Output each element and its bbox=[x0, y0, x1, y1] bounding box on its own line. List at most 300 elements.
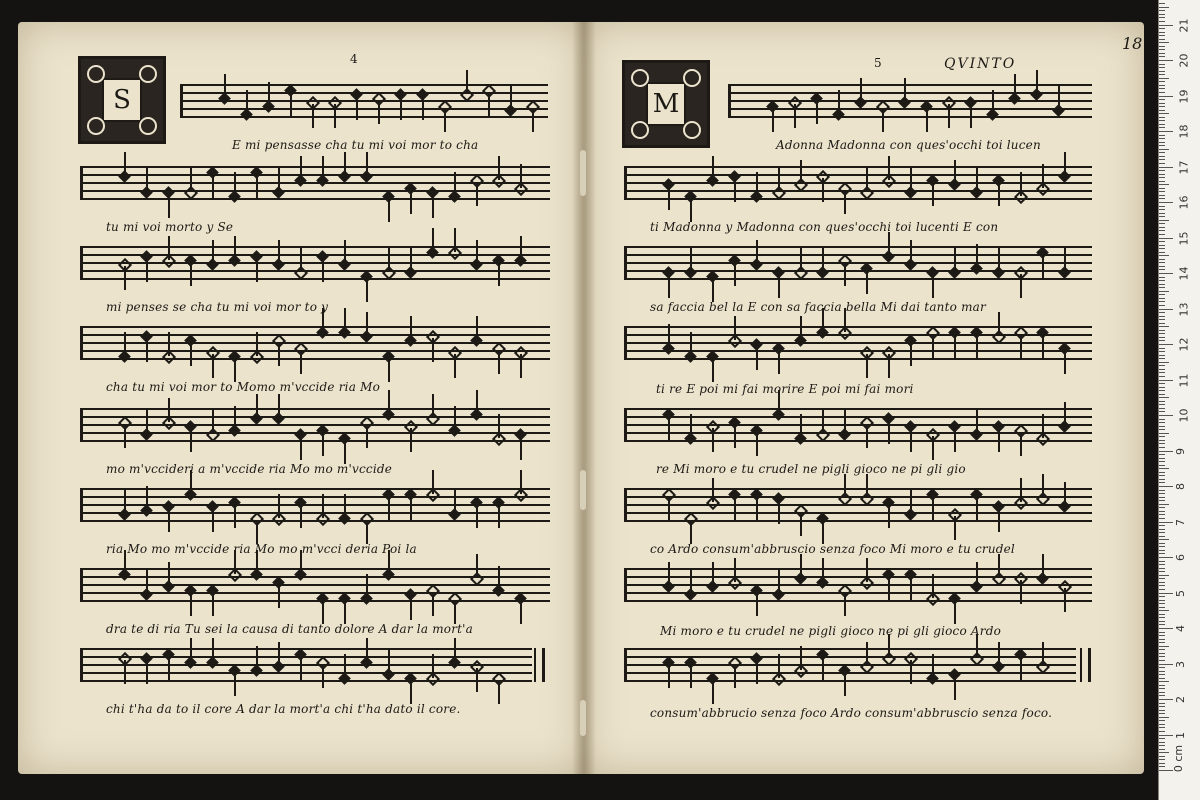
note-stem bbox=[344, 600, 346, 624]
ruler-tick bbox=[1159, 468, 1169, 469]
note-stem bbox=[1064, 152, 1066, 176]
ruler-tick bbox=[1159, 92, 1165, 93]
ruler-tick bbox=[1159, 323, 1165, 324]
ruler-tick bbox=[1159, 71, 1165, 72]
note-stem bbox=[476, 554, 478, 578]
ruler-tick bbox=[1159, 713, 1165, 714]
initial-letter: M bbox=[646, 82, 686, 126]
ruler-tick bbox=[1159, 67, 1165, 68]
note-stem bbox=[822, 410, 824, 434]
ruler-tick bbox=[1159, 142, 1165, 143]
ruler-tick bbox=[1159, 49, 1165, 50]
ruler-tick bbox=[1159, 557, 1173, 558]
note-stem bbox=[234, 406, 236, 430]
note-stem bbox=[300, 656, 302, 680]
ruler-tick bbox=[1159, 216, 1165, 217]
note-stem bbox=[712, 156, 714, 180]
note-stem bbox=[926, 108, 928, 132]
note-stem bbox=[212, 638, 214, 662]
ruler-tick bbox=[1159, 589, 1165, 590]
note-stem bbox=[488, 92, 490, 116]
ruler-tick bbox=[1159, 380, 1173, 381]
note-stem bbox=[910, 240, 912, 264]
note-stem bbox=[756, 432, 758, 456]
note-stem bbox=[466, 70, 468, 94]
note-stem bbox=[800, 646, 802, 670]
ruler-tick bbox=[1159, 763, 1165, 764]
note-stem bbox=[234, 358, 236, 382]
note-stem bbox=[476, 182, 478, 206]
note-stem bbox=[932, 496, 934, 520]
ruler-tick bbox=[1159, 568, 1165, 569]
ruler-tick bbox=[1159, 167, 1173, 168]
note-stem bbox=[712, 358, 714, 382]
note-stem bbox=[910, 660, 912, 684]
ruler-tick bbox=[1159, 717, 1169, 718]
ruler-tick bbox=[1159, 273, 1173, 274]
note-stem bbox=[520, 164, 522, 188]
ruler-tick bbox=[1159, 198, 1165, 199]
lyric-line: cha tu mi voi mor to Momo m'vccide ria Mo bbox=[106, 380, 381, 394]
note-stem bbox=[888, 504, 890, 528]
note-stem bbox=[278, 642, 280, 666]
ruler-tick bbox=[1159, 330, 1165, 331]
ruler-number: 4 bbox=[1174, 625, 1187, 632]
ruler-tick bbox=[1159, 351, 1165, 352]
note-stem bbox=[498, 414, 500, 438]
note-stem bbox=[904, 78, 906, 102]
binding-stitch bbox=[580, 470, 586, 510]
part-name-header: QVINTO bbox=[944, 56, 1017, 72]
ruler-tick bbox=[1159, 284, 1165, 285]
note-stem bbox=[146, 486, 148, 510]
ruler-tick bbox=[1159, 387, 1165, 388]
ruler-tick bbox=[1159, 642, 1165, 643]
lyric-line: co Ardo consum'abbruscio senza foco Mi moro e tu crudel bbox=[650, 542, 1015, 556]
ruler-tick bbox=[1159, 678, 1165, 679]
note-stem bbox=[344, 152, 346, 176]
note-stem bbox=[432, 228, 434, 252]
note-stem bbox=[146, 168, 148, 192]
note-stem bbox=[388, 650, 390, 674]
ruler-tick bbox=[1159, 447, 1165, 448]
ruler-tick bbox=[1159, 475, 1165, 476]
ruler-tick bbox=[1159, 262, 1165, 263]
note-stem bbox=[212, 592, 214, 616]
note-stem bbox=[800, 554, 802, 578]
ruler-tick bbox=[1159, 227, 1165, 228]
ruler-tick bbox=[1159, 60, 1173, 61]
note-stem bbox=[520, 600, 522, 624]
note-stem bbox=[190, 262, 192, 286]
note-stem bbox=[932, 436, 934, 460]
ruler-tick bbox=[1159, 181, 1165, 182]
note-stem bbox=[690, 414, 692, 438]
ruler-tick bbox=[1159, 376, 1165, 377]
note-stem bbox=[356, 96, 358, 120]
ruler-number: 3 bbox=[1174, 660, 1187, 668]
ruler-tick bbox=[1159, 390, 1165, 391]
ruler-unit-label: 0 cm bbox=[1172, 744, 1186, 773]
note-stem bbox=[498, 566, 500, 590]
ruler-tick bbox=[1159, 639, 1165, 640]
ruler-tick bbox=[1159, 74, 1165, 75]
note-stem bbox=[932, 334, 934, 358]
ruler-tick bbox=[1159, 110, 1165, 111]
note-stem bbox=[1058, 86, 1060, 110]
note-stem bbox=[822, 248, 824, 272]
ruler-tick bbox=[1159, 394, 1165, 395]
note-stem bbox=[844, 262, 846, 286]
binding-stitch bbox=[580, 150, 586, 196]
ruler-tick bbox=[1159, 88, 1165, 89]
note-stem bbox=[998, 554, 1000, 578]
final-barline bbox=[534, 648, 545, 682]
note-stem bbox=[932, 274, 934, 298]
note-stem bbox=[976, 562, 978, 586]
decorated-initial-left bbox=[78, 56, 166, 144]
note-stem bbox=[712, 278, 714, 302]
note-stem bbox=[344, 654, 346, 678]
ruler-tick bbox=[1159, 695, 1165, 696]
note-stem bbox=[290, 92, 292, 116]
ruler-tick bbox=[1159, 745, 1165, 746]
note-stem bbox=[410, 190, 412, 214]
note-stem bbox=[278, 394, 280, 418]
ruler-tick bbox=[1159, 561, 1165, 562]
binding-stitch bbox=[580, 700, 586, 736]
ruler-tick bbox=[1159, 287, 1165, 288]
note-stem bbox=[1042, 254, 1044, 278]
ruler-tick bbox=[1159, 163, 1165, 164]
note-stem bbox=[234, 236, 236, 260]
ruler-tick bbox=[1159, 188, 1165, 189]
note-stem bbox=[476, 504, 478, 528]
note-stem bbox=[190, 342, 192, 366]
note-stem bbox=[388, 358, 390, 382]
ruler-tick bbox=[1159, 191, 1165, 192]
ruler-tick bbox=[1159, 362, 1169, 363]
note-stem bbox=[712, 680, 714, 704]
note-stem bbox=[756, 592, 758, 616]
note-stem bbox=[756, 346, 758, 370]
ruler-tick bbox=[1159, 333, 1165, 334]
ruler-tick bbox=[1159, 117, 1165, 118]
ruler-tick bbox=[1159, 135, 1165, 136]
ruler-number: 6 bbox=[1174, 554, 1187, 561]
ruler-tick bbox=[1159, 546, 1165, 547]
lyric-line: ti re E poi mi fai morire E poi mi fai mori bbox=[656, 382, 914, 396]
ruler-tick bbox=[1159, 667, 1165, 668]
ruler-tick bbox=[1159, 624, 1165, 625]
note-stem bbox=[910, 342, 912, 366]
note-stem bbox=[734, 496, 736, 520]
note-stem bbox=[388, 248, 390, 272]
note-stem bbox=[168, 656, 170, 680]
note-stem bbox=[778, 500, 780, 524]
book-gutter bbox=[572, 22, 596, 774]
note-stem bbox=[1042, 414, 1044, 438]
note-stem bbox=[866, 424, 868, 448]
ruler-tick bbox=[1159, 529, 1165, 530]
ruler-number: 5 bbox=[1174, 589, 1187, 597]
ruler-tick bbox=[1159, 443, 1165, 444]
note-stem bbox=[454, 406, 456, 430]
note-stem bbox=[910, 168, 912, 192]
note-stem bbox=[668, 664, 670, 688]
note-stem bbox=[256, 646, 258, 670]
note-stem bbox=[800, 160, 802, 184]
note-stem bbox=[734, 178, 736, 202]
ruler-tick bbox=[1159, 749, 1165, 750]
note-stem bbox=[954, 516, 956, 540]
note-stem bbox=[168, 332, 170, 356]
note-stem bbox=[212, 354, 214, 378]
ruler-tick bbox=[1159, 688, 1165, 689]
ruler-tick bbox=[1159, 170, 1165, 171]
note-stem bbox=[954, 160, 956, 184]
note-stem bbox=[256, 258, 258, 282]
ruler-tick bbox=[1159, 504, 1169, 505]
note-stem bbox=[822, 558, 824, 582]
ruler-tick bbox=[1159, 298, 1165, 299]
note-stem bbox=[168, 562, 170, 586]
ruler-tick bbox=[1159, 149, 1169, 150]
note-stem bbox=[998, 312, 1000, 336]
ruler-tick bbox=[1159, 206, 1165, 207]
ruler-tick bbox=[1159, 426, 1165, 427]
ruler-tick bbox=[1159, 710, 1165, 711]
note-stem bbox=[866, 168, 868, 192]
ruler-tick bbox=[1159, 96, 1173, 97]
ruler-tick bbox=[1159, 649, 1165, 650]
note-stem bbox=[410, 248, 412, 272]
ruler-number: 19 bbox=[1177, 89, 1191, 103]
note-stem bbox=[498, 262, 500, 286]
note-stem bbox=[1020, 172, 1022, 196]
note-stem bbox=[794, 104, 796, 128]
note-stem bbox=[366, 152, 368, 176]
note-stem bbox=[1064, 588, 1066, 612]
ruler-tick bbox=[1159, 433, 1169, 434]
ruler-tick bbox=[1159, 291, 1169, 292]
note-stem bbox=[910, 490, 912, 514]
note-stem bbox=[190, 168, 192, 192]
ruler-tick bbox=[1159, 514, 1165, 515]
note-stem bbox=[1020, 274, 1022, 298]
note-stem bbox=[838, 90, 840, 114]
ruler-number: 18 bbox=[1177, 124, 1191, 139]
note-stem bbox=[300, 504, 302, 528]
note-stem bbox=[800, 316, 802, 340]
note-stem bbox=[778, 654, 780, 678]
ruler-tick bbox=[1159, 578, 1165, 579]
note-stem bbox=[454, 228, 456, 252]
ruler-tick bbox=[1159, 493, 1165, 494]
note-stem bbox=[520, 470, 522, 494]
ruler-tick bbox=[1159, 252, 1165, 253]
note-stem bbox=[690, 570, 692, 594]
ruler-tick bbox=[1159, 294, 1165, 295]
ruler-number: 7 bbox=[1174, 518, 1187, 526]
note-stem bbox=[822, 178, 824, 202]
note-stem bbox=[954, 676, 956, 700]
note-stem bbox=[454, 490, 456, 514]
note-stem bbox=[998, 508, 1000, 532]
note-stem bbox=[690, 332, 692, 356]
note-stem bbox=[1064, 482, 1066, 506]
note-stem bbox=[1042, 474, 1044, 498]
ruler-tick bbox=[1159, 127, 1165, 128]
ruler-tick bbox=[1159, 255, 1169, 256]
note-stem bbox=[668, 416, 670, 440]
note-stem bbox=[510, 86, 512, 110]
note-stem bbox=[300, 156, 302, 180]
page-number-left: 4 bbox=[350, 52, 358, 66]
ruler-tick bbox=[1159, 344, 1173, 345]
ruler-tick bbox=[1159, 269, 1165, 270]
ruler-tick bbox=[1159, 35, 1165, 36]
ruler-tick bbox=[1159, 184, 1169, 185]
ruler-tick bbox=[1159, 681, 1169, 682]
note-stem bbox=[378, 100, 380, 124]
ruler-tick bbox=[1159, 571, 1165, 572]
ruler-number: 1 bbox=[1174, 731, 1187, 739]
note-stem bbox=[800, 248, 802, 272]
note-stem bbox=[866, 642, 868, 666]
ruler-tick bbox=[1159, 365, 1165, 366]
note-stem bbox=[822, 520, 824, 544]
ruler-tick bbox=[1159, 177, 1165, 178]
note-stem bbox=[410, 428, 412, 452]
lyric-line: consum'abbrucio senza foco Ardo consum'abbruscio senza foco. bbox=[650, 706, 1053, 720]
ruler-tick bbox=[1159, 152, 1165, 153]
ruler-tick bbox=[1159, 408, 1165, 409]
note-stem bbox=[476, 316, 478, 340]
ruler-tick bbox=[1159, 259, 1165, 260]
ruler-tick bbox=[1159, 550, 1165, 551]
ruler-tick bbox=[1159, 64, 1165, 65]
note-stem bbox=[498, 156, 500, 180]
note-stem bbox=[690, 520, 692, 544]
lyric-line: Mi moro e tu crudel ne pigli gioco ne pi gli gioco Ardo bbox=[660, 624, 1002, 638]
note-stem bbox=[520, 236, 522, 260]
note-stem bbox=[146, 338, 148, 362]
note-stem bbox=[234, 172, 236, 196]
ruler-tick bbox=[1159, 32, 1165, 33]
ruler-tick bbox=[1159, 46, 1165, 47]
ruler-tick bbox=[1159, 706, 1165, 707]
note-stem bbox=[312, 104, 314, 128]
ruler-tick bbox=[1159, 759, 1165, 760]
ruler-tick bbox=[1159, 99, 1165, 100]
ruler-tick bbox=[1159, 511, 1165, 512]
note-stem bbox=[388, 390, 390, 414]
note-stem bbox=[344, 494, 346, 518]
note-stem bbox=[844, 474, 846, 498]
note-stem bbox=[712, 562, 714, 586]
note-stem bbox=[976, 334, 978, 358]
lyric-line: ti Madonna y Madonna con ques'occhi toi lucenti E con bbox=[650, 220, 999, 234]
note-stem bbox=[844, 190, 846, 214]
ruler-tick bbox=[1159, 465, 1165, 466]
note-stem bbox=[734, 558, 736, 582]
ruler-number: 21 bbox=[1177, 18, 1191, 32]
note-stem bbox=[948, 104, 950, 128]
note-stem bbox=[212, 240, 214, 264]
note-stem bbox=[388, 198, 390, 222]
ruler-tick bbox=[1159, 486, 1173, 487]
note-stem bbox=[124, 266, 126, 290]
note-stem bbox=[778, 350, 780, 374]
ruler-tick bbox=[1159, 53, 1165, 54]
lyric-line: Adonna Madonna con ques'occhi toi lucen bbox=[776, 138, 1041, 152]
lyric-line: tu mi voi morto y Se bbox=[106, 220, 234, 234]
page-number-right: 5 bbox=[874, 56, 882, 70]
ruler-tick bbox=[1159, 145, 1165, 146]
ruler-tick bbox=[1159, 614, 1165, 615]
ruler-tick bbox=[1159, 752, 1169, 753]
note-stem bbox=[366, 574, 368, 598]
lyric-line: E mi pensasse cha tu mi voi mor to cha bbox=[232, 138, 479, 152]
note-stem bbox=[800, 512, 802, 536]
note-stem bbox=[1020, 656, 1022, 680]
ruler-tick bbox=[1159, 436, 1165, 437]
note-stem bbox=[146, 410, 148, 434]
ruler-number: 8 bbox=[1174, 483, 1187, 490]
lyric-line: ria Mo mo m'vccide ria Mo mo m'vcci deria Poi la bbox=[106, 542, 417, 556]
ruler-number: 10 bbox=[1177, 408, 1191, 423]
note-stem bbox=[322, 494, 324, 518]
note-stem bbox=[366, 312, 368, 336]
note-stem bbox=[256, 394, 258, 418]
ruler-tick bbox=[1159, 490, 1165, 491]
ruler-tick bbox=[1159, 319, 1165, 320]
ruler-tick bbox=[1159, 305, 1165, 306]
note-stem bbox=[432, 470, 434, 494]
note-stem bbox=[190, 638, 192, 662]
note-stem bbox=[410, 496, 412, 520]
note-stem bbox=[822, 656, 824, 680]
note-stem bbox=[256, 174, 258, 198]
music-staff bbox=[80, 568, 550, 602]
note-stem bbox=[778, 274, 780, 298]
ruler-tick bbox=[1159, 724, 1165, 725]
note-stem bbox=[756, 496, 758, 520]
note-stem bbox=[888, 576, 890, 600]
note-stem bbox=[366, 520, 368, 544]
ruler-tick bbox=[1159, 238, 1173, 239]
note-stem bbox=[690, 198, 692, 222]
note-stem bbox=[690, 248, 692, 272]
note-stem bbox=[1042, 164, 1044, 188]
note-stem bbox=[454, 172, 456, 196]
ruler-tick bbox=[1159, 454, 1165, 455]
note-stem bbox=[1014, 74, 1016, 98]
ruler-tick bbox=[1159, 312, 1165, 313]
ruler-number: 14 bbox=[1177, 266, 1191, 281]
note-stem bbox=[772, 108, 774, 132]
ruler-tick bbox=[1159, 685, 1165, 686]
note-stem bbox=[734, 424, 736, 448]
ruler-tick bbox=[1159, 355, 1165, 356]
ruler-tick bbox=[1159, 213, 1165, 214]
ruler-tick bbox=[1159, 103, 1165, 104]
note-stem bbox=[690, 664, 692, 688]
note-stem bbox=[756, 172, 758, 196]
ruler-tick bbox=[1159, 593, 1173, 594]
note-stem bbox=[124, 152, 126, 176]
